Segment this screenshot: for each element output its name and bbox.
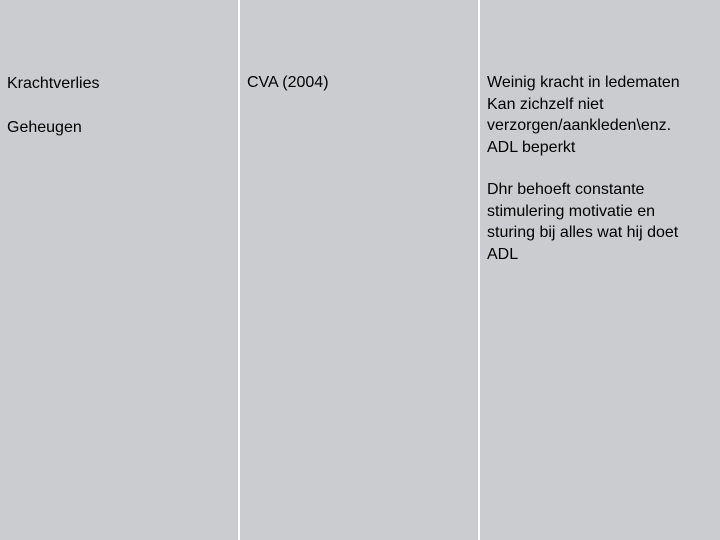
- p-line: Krachtverlies: [7, 75, 100, 92]
- p-paragraph: [7, 73, 231, 95]
- cell-p: [0, 0, 240, 540]
- p-paragraph: [7, 117, 231, 139]
- s-line: ADL beperkt: [487, 138, 576, 156]
- s-line: ADL: [487, 245, 519, 263]
- e-line: CVA (2004): [247, 74, 329, 91]
- s-line: sturing bij alles wat hij doet: [487, 224, 679, 241]
- s-line: stimulering motivatie en: [487, 202, 656, 220]
- p-line: Geheugen: [7, 118, 82, 136]
- s-line: Weinig kracht in ledematen: [487, 74, 680, 91]
- s-line: Dhr behoeft constante: [487, 181, 645, 198]
- s-paragraph: [487, 72, 713, 158]
- s-line: Kan zichzelf niet: [487, 95, 604, 113]
- s-line: verzorgen/aankleden\enz.: [487, 117, 672, 134]
- s-paragraph: [487, 179, 713, 265]
- cell-e: [240, 0, 480, 540]
- cell-s: [480, 0, 720, 540]
- e-paragraph: [247, 72, 471, 94]
